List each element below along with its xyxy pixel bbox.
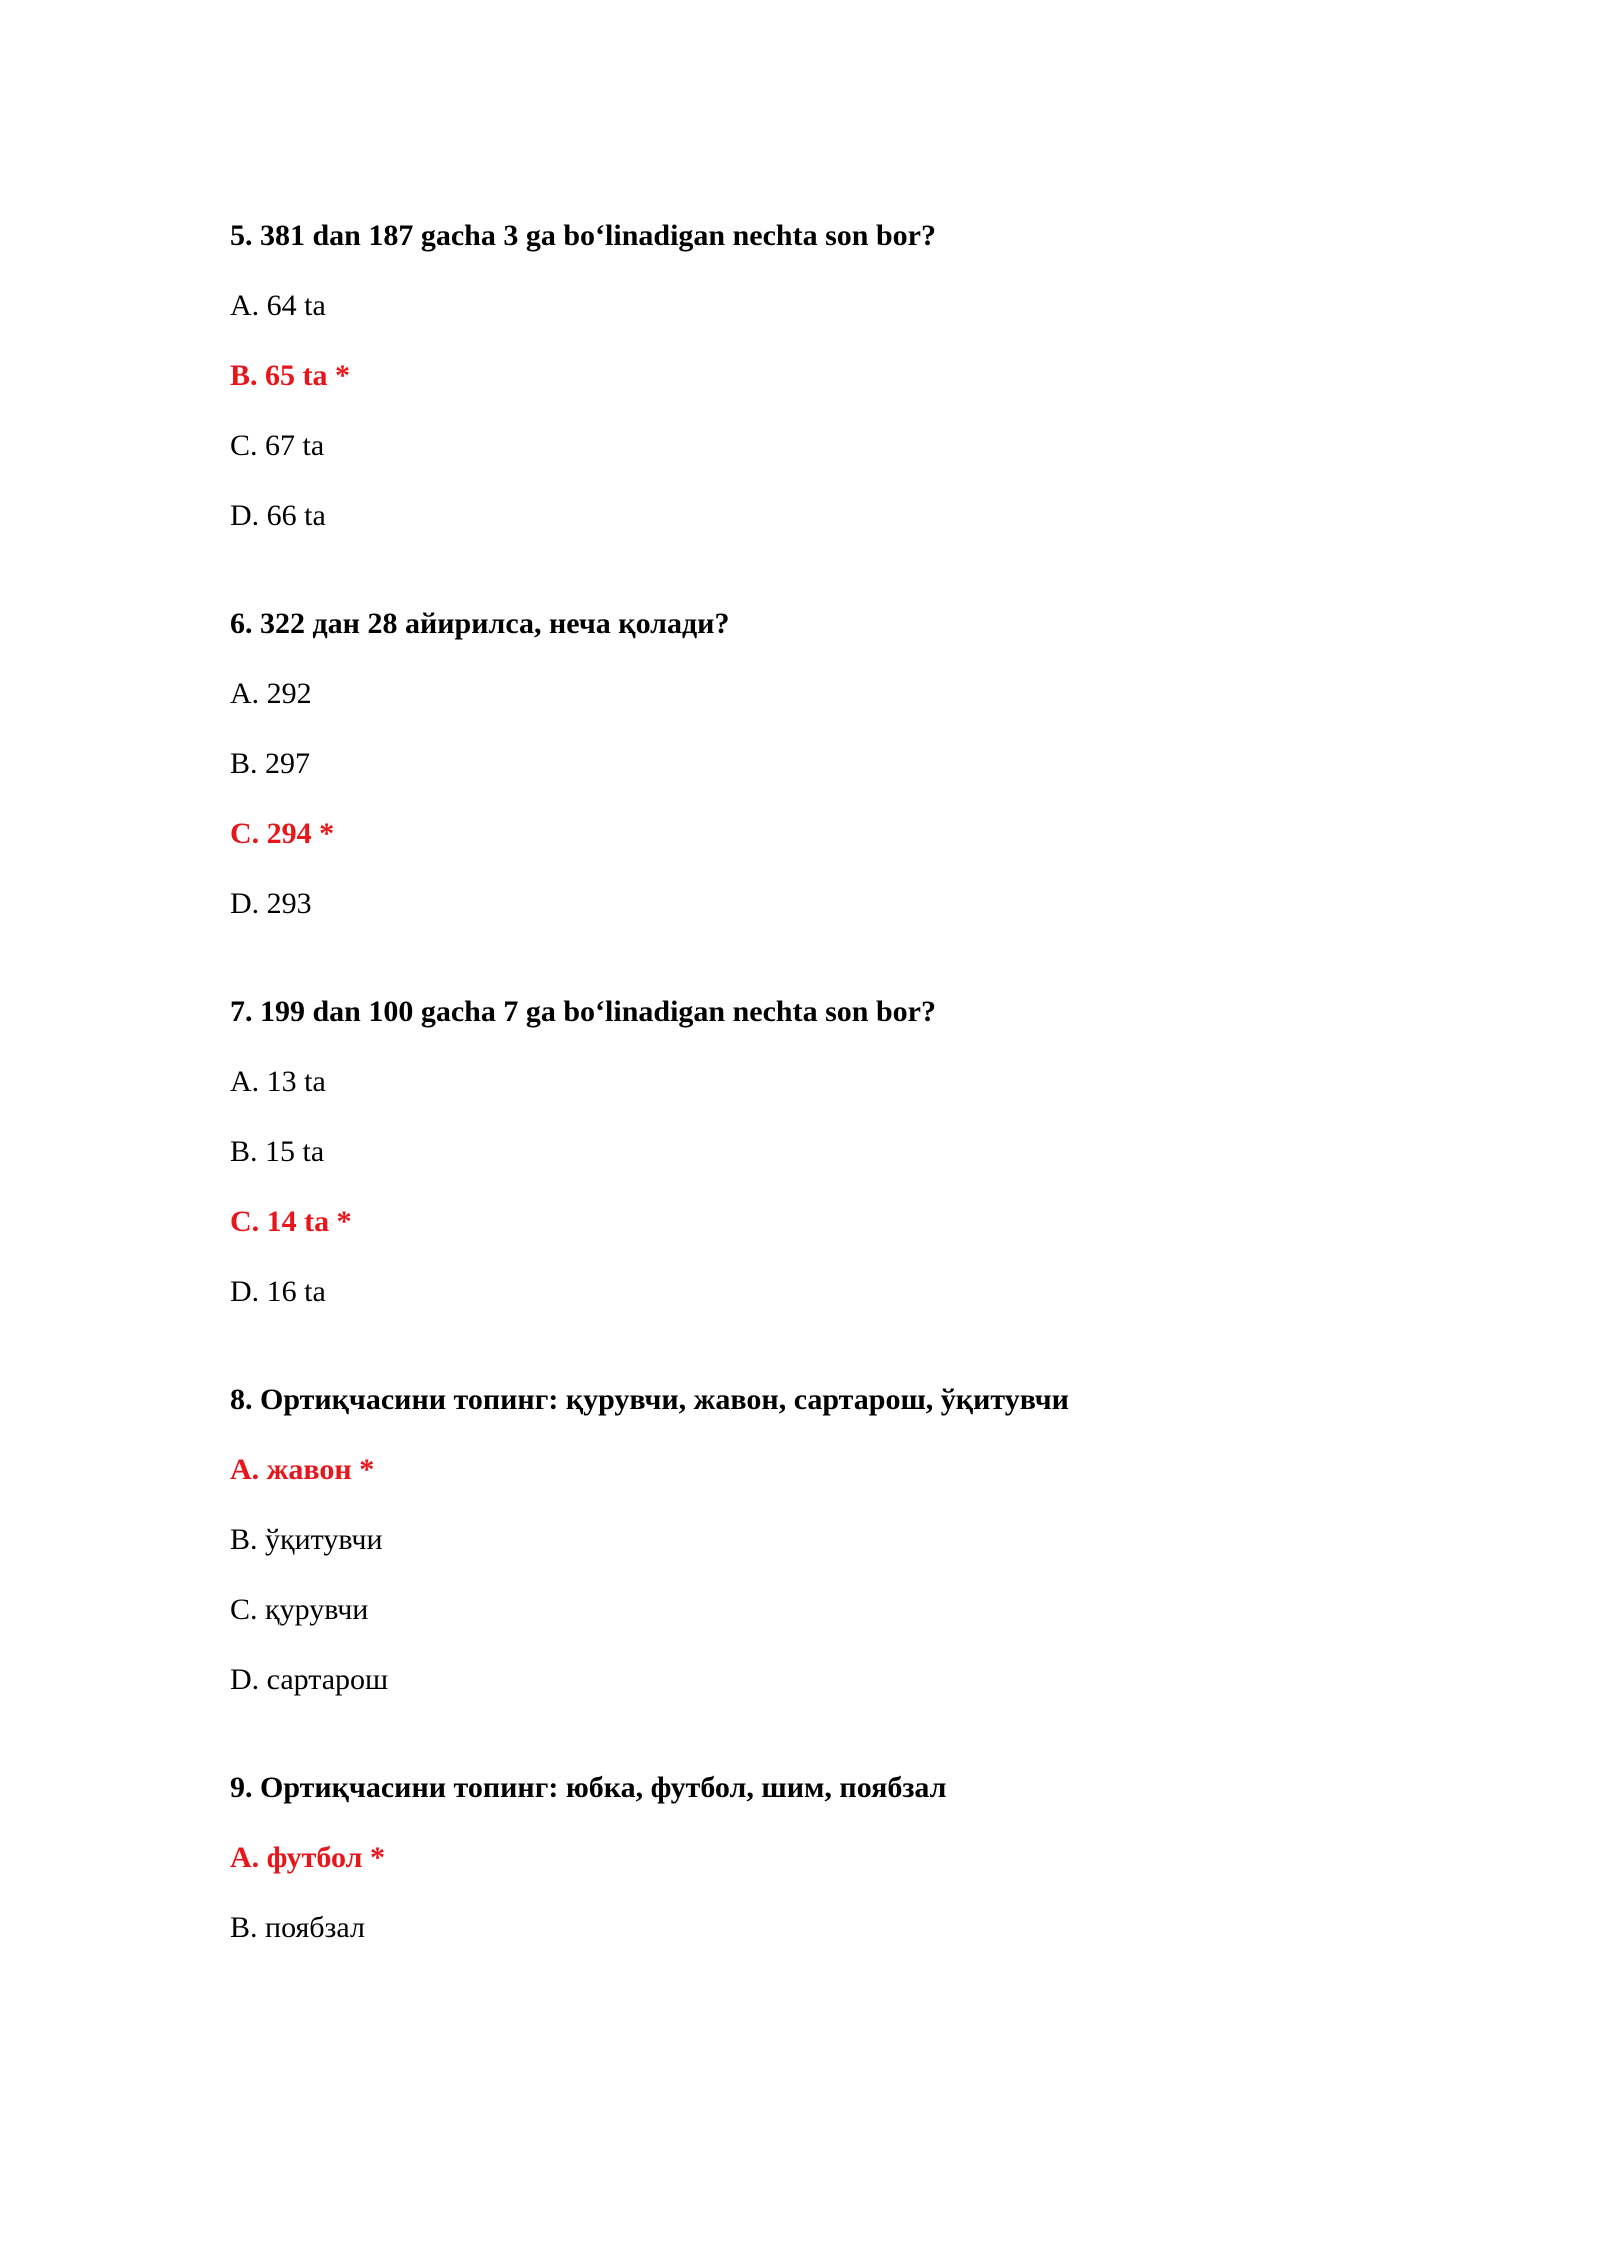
question-7 (230, 994, 1430, 1310)
option-c-correct: C. 294 * (230, 817, 335, 850)
question-8 (230, 1382, 1430, 1698)
option-a-correct: A. жавон * (230, 1453, 375, 1486)
option-b: B. 297 (230, 747, 311, 780)
option-c: C. 67 ta (230, 429, 325, 462)
question-9 (230, 1770, 1430, 1946)
option-c-correct: C. 14 ta * (230, 1205, 352, 1238)
question-5 (230, 218, 1430, 534)
option-d: D. сартарош (230, 1663, 389, 1696)
question-text: 8. Ортиқчасини топинг: қурувчи, жавон, сартарош, ўқитувчи (230, 1383, 1069, 1416)
option-d: D. 293 (230, 887, 312, 920)
question-6 (230, 606, 1430, 922)
question-text: 6. 322 дан 28 айирилса, неча қолади? (230, 607, 730, 640)
option-a-correct: A. футбол * (230, 1841, 385, 1874)
option-b: B. поябзал (230, 1911, 365, 1944)
option-a: A. 13 ta (230, 1065, 326, 1098)
option-a: A. 64 ta (230, 289, 326, 322)
option-d: D. 66 ta (230, 499, 326, 532)
quiz-content (230, 218, 1430, 2018)
option-d: D. 16 ta (230, 1275, 326, 1308)
option-b-correct: B. 65 ta * (230, 359, 350, 392)
option-c: C. қурувчи (230, 1593, 369, 1626)
question-text: 7. 199 dan 100 gacha 7 ga bo‘linadigan nechta son bor? (230, 995, 936, 1028)
option-b: B. ўқитувчи (230, 1523, 383, 1556)
question-text: 9. Ортиқчасини топинг: юбка, футбол, шим, поябзал (230, 1771, 947, 1804)
option-b: B. 15 ta (230, 1135, 325, 1168)
question-text: 5. 381 dan 187 gacha 3 ga bo‘linadigan nechta son bor? (230, 219, 936, 252)
option-a: A. 292 (230, 677, 312, 710)
